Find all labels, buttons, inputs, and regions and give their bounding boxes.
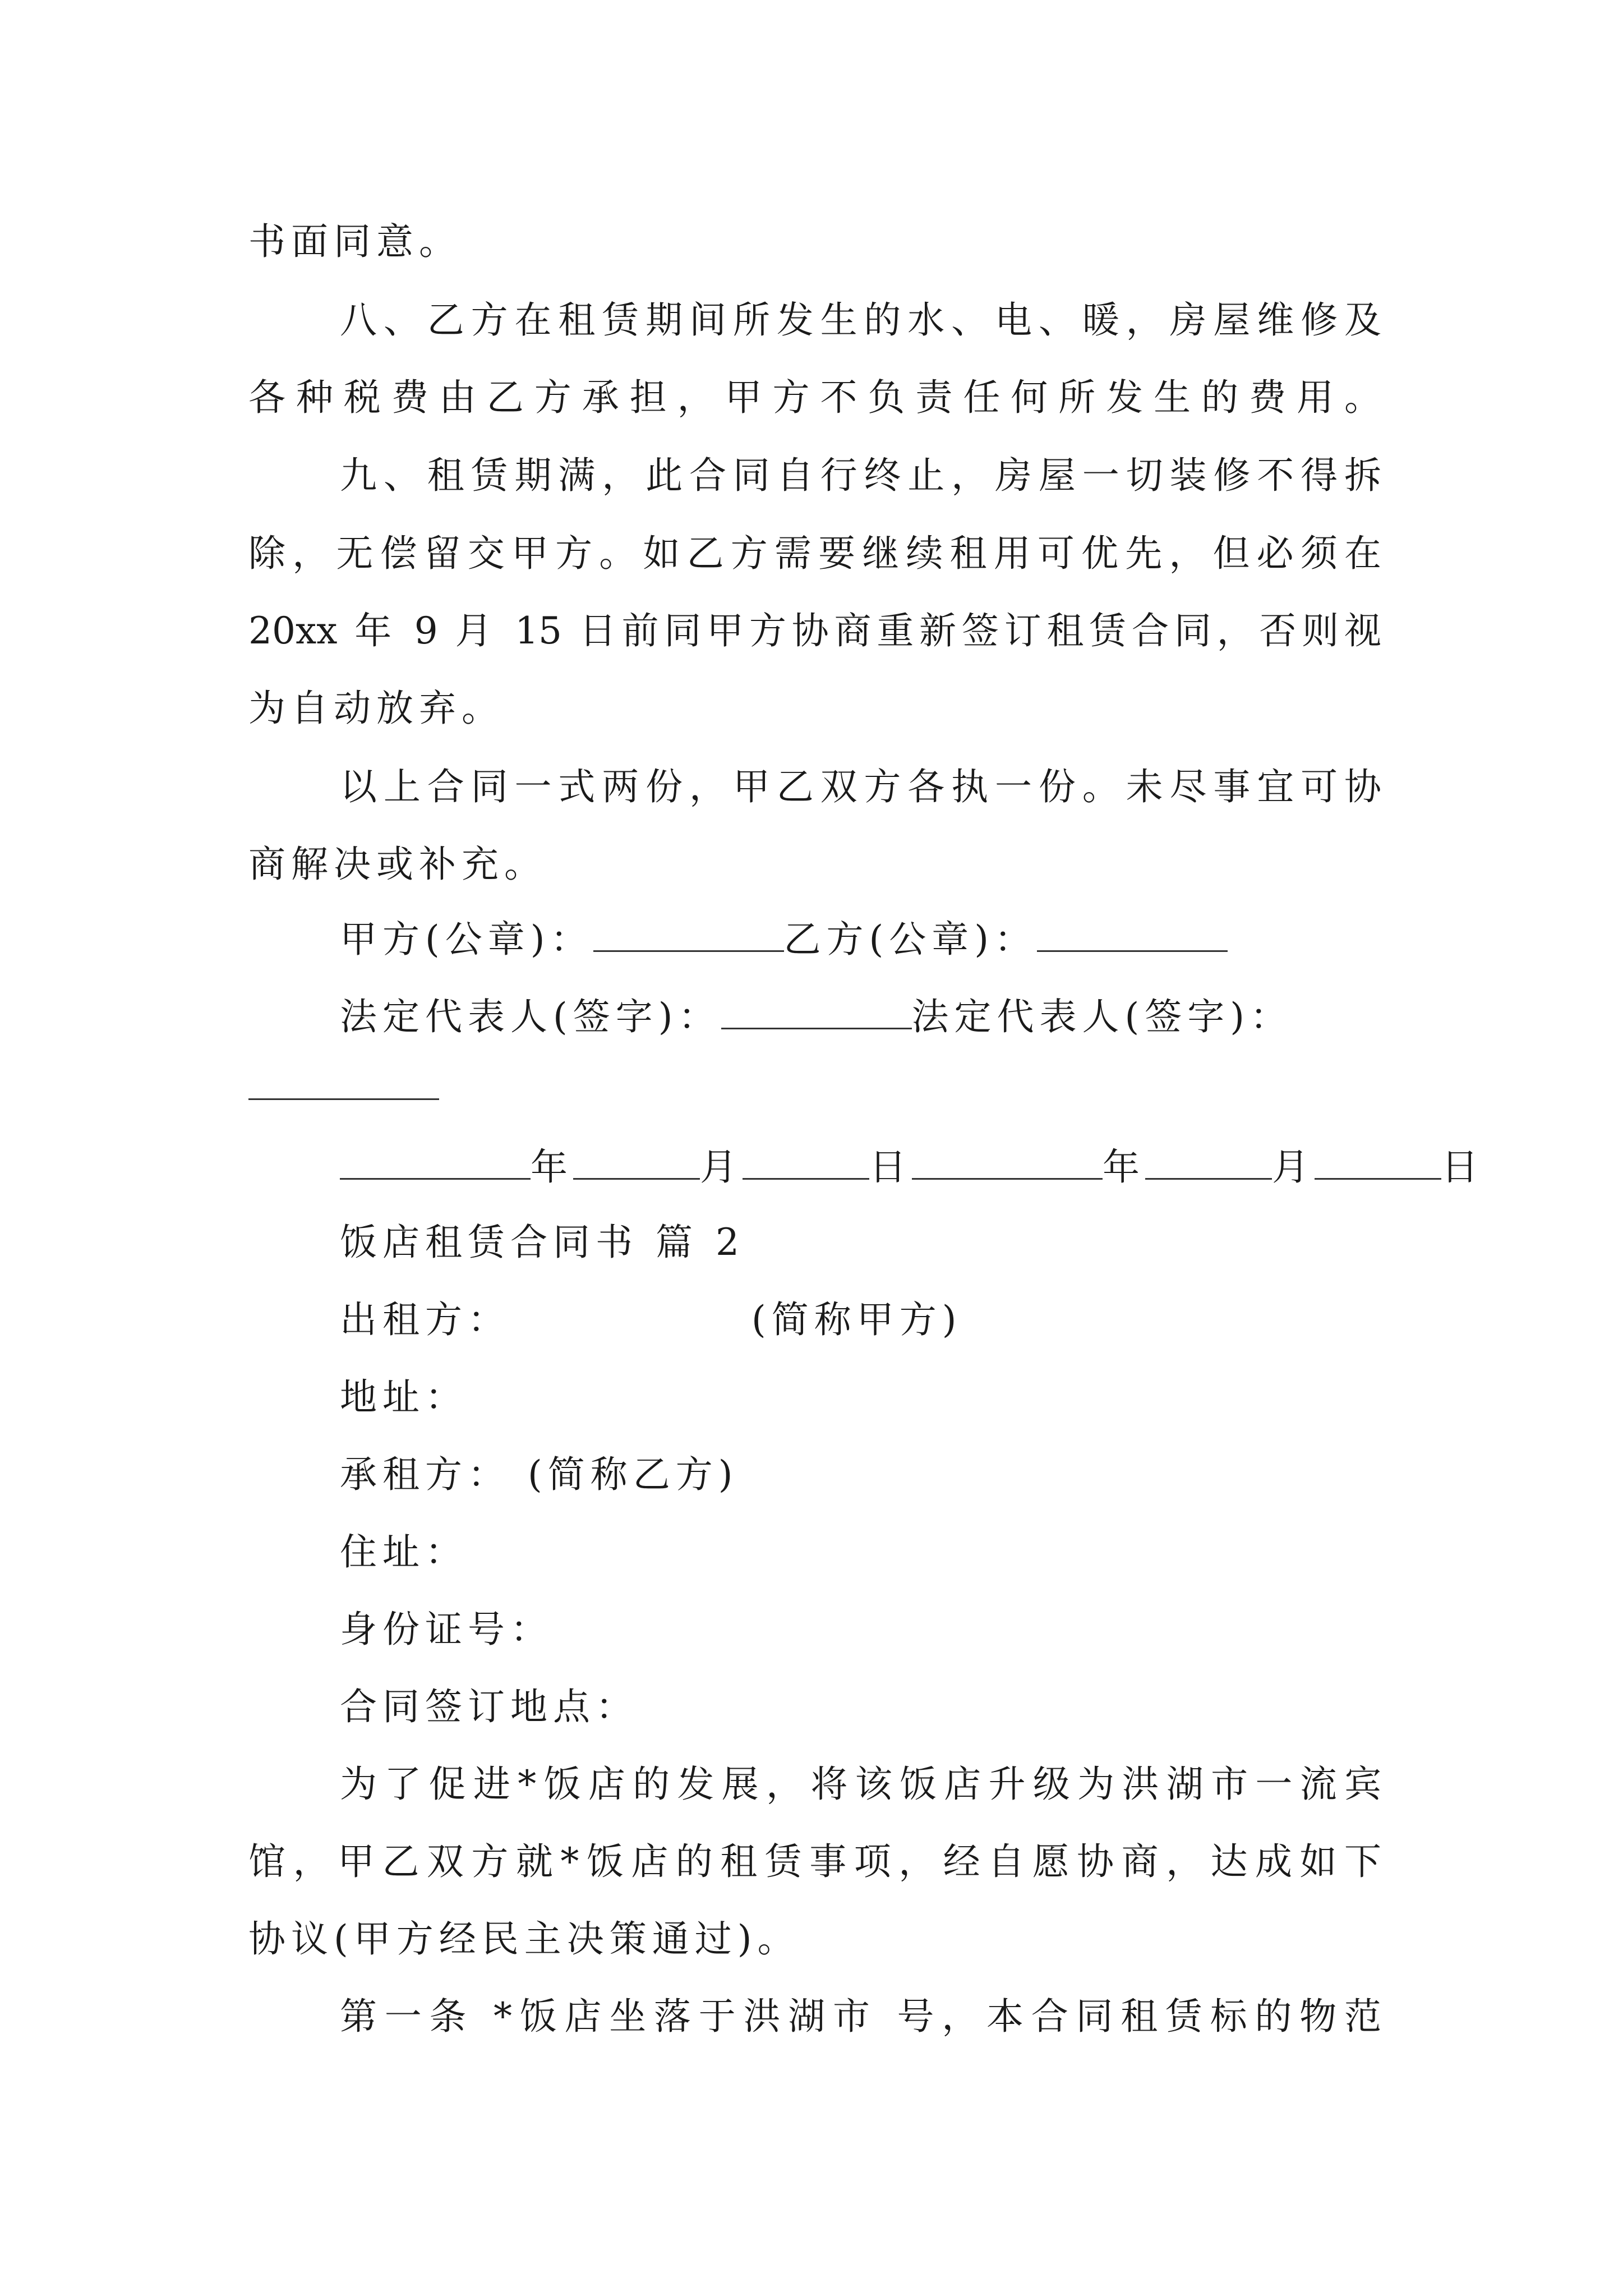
paragraph-line: 书面同意。 [248,220,462,263]
party-a-seal-blank[interactable] [593,920,784,952]
party-a-seal-label: 甲方(公章)： [340,918,593,961]
signing-place-label: 合同签订地点： [340,1685,638,1728]
lessee-label: 承租方： [340,1453,510,1496]
clause-9-line: 为自动放弃。 [248,687,504,730]
closing-line: 商解决或补充。 [248,843,547,886]
lessor-label: 出租方： [340,1298,510,1341]
month-label: 月 [700,1145,743,1189]
date-b-month-blank[interactable] [1145,1148,1272,1180]
legal-rep-a-label: 法定代表人(签字)： [340,995,721,1038]
party-b-seal-label: 乙方(公章)： [783,918,1037,961]
legal-rep-b-label: 法定代表人(签字)： [911,995,1293,1038]
closing-line: 以上合同一式两份，甲乙双方各执一份。未尽事宜可协 [340,765,1381,808]
date-a-month-blank[interactable] [573,1148,700,1180]
intro-line: 馆，甲乙双方就*饭店的租赁事项，经自愿协商，达成如下 [248,1840,1381,1883]
lessee-short: (简称乙方) [527,1453,739,1496]
lessor-short: (简称甲方) [751,1298,962,1341]
year-label: 年 [531,1145,573,1189]
intro-line: 为了促进*饭店的发展，将该饭店升级为洪湖市一流宾 [340,1763,1381,1806]
clause-9-line: 除，无偿留交甲方。如乙方需要继续租用可优先，但必须在 [248,532,1381,575]
legal-rep-b-blank[interactable] [248,1068,439,1100]
article-1-line: 第一条 *饭店坐落于洪湖市 号，本合同租赁标的物范 [340,1995,1381,2038]
seal-line [340,918,1228,961]
section-2-title: 饭店租赁合同书 篇 2 [340,1221,745,1264]
residence-label: 住址： [340,1530,468,1573]
date-b-year-blank[interactable] [912,1148,1103,1180]
day-label: 日 [869,1145,912,1189]
year-label: 年 [1103,1145,1145,1189]
month-label: 月 [1272,1145,1315,1189]
lessor-line [340,1298,962,1341]
clause-8-line: 各种税费由乙方承担，甲方不负责任何所发生的费用。 [248,376,1381,419]
clause-8-line: 八、乙方在租赁期间所发生的水、电、暖，房屋维修及 [340,298,1381,342]
clause-9-line: 20xx 年 9 月 15 日前同甲方协商重新签订租赁合同，否则视 [248,609,1381,652]
day-label: 日 [1441,1145,1484,1189]
lessee-line [340,1453,739,1496]
date-a-day-blank[interactable] [743,1148,869,1180]
date-b-day-blank[interactable] [1315,1148,1441,1180]
legal-rep-a-blank[interactable] [721,997,912,1029]
intro-line: 协议(甲方经民主决策通过)。 [248,1917,800,1961]
address-label: 地址： [340,1375,468,1419]
date-line [340,1145,1484,1189]
id-number-label: 身份证号： [340,1608,553,1651]
party-b-seal-blank[interactable] [1037,920,1228,952]
date-a-year-blank[interactable] [340,1148,531,1180]
signature-continuation [248,1068,439,1106]
clause-9-line: 九、租赁期满，此合同自行终止，房屋一切装修不得拆 [340,454,1381,497]
signature-line [340,997,1293,1036]
